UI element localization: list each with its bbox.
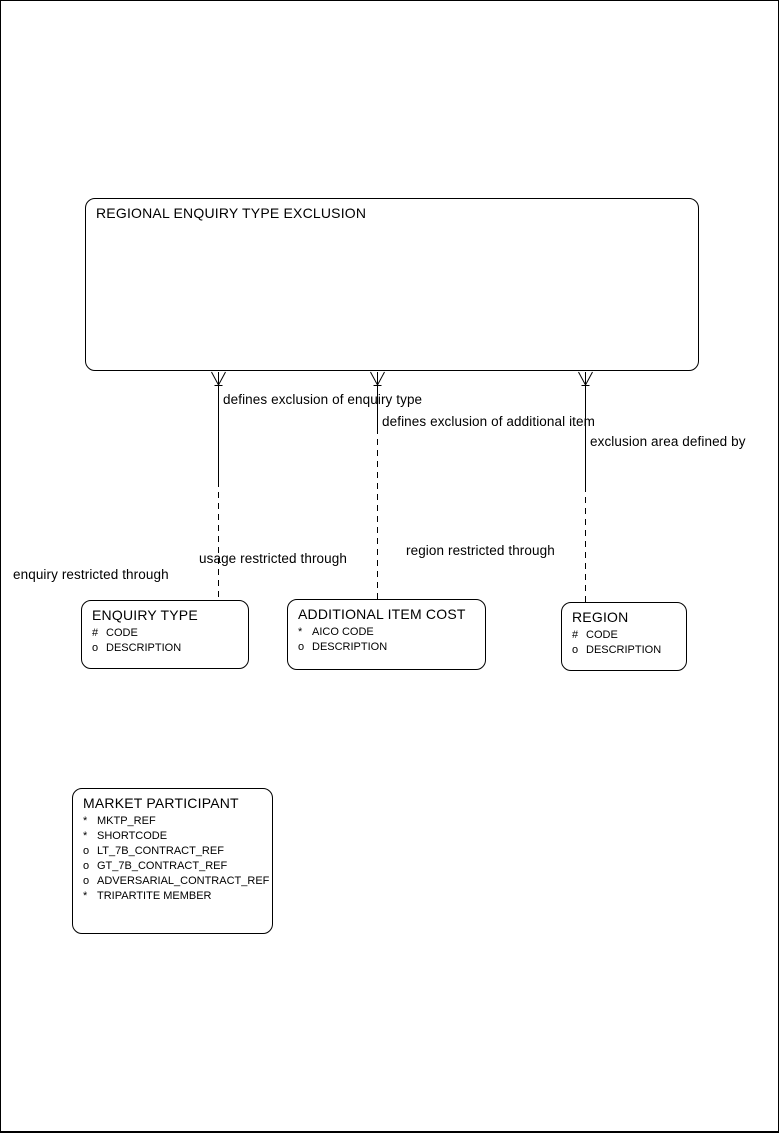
attribute-name: LT_7B_CONTRACT_REF (97, 845, 224, 857)
attribute-list (288, 625, 485, 655)
attribute-prefix: o (83, 875, 90, 887)
crow-foot-icon (371, 372, 385, 385)
attribute-row (73, 814, 272, 829)
attribute-list (562, 628, 686, 658)
attribute-row (73, 829, 272, 844)
attribute-name: SHORTCODE (97, 830, 168, 842)
attribute-row (288, 625, 485, 640)
attribute-name: ADVERSARIAL_CONTRACT_REF (97, 875, 270, 887)
relationship-label-defines-exclusion-of-additional-item: defines exclusion of additional item (382, 414, 595, 429)
entity-title: MARKET PARTICIPANT (83, 795, 239, 811)
entity-additional-item-cost[interactable] (287, 599, 486, 670)
entity-title: REGION (572, 609, 629, 625)
attribute-name: DESCRIPTION (586, 644, 662, 656)
attribute-row (562, 628, 686, 643)
attribute-row (73, 874, 272, 889)
relationship-label-enquiry-restricted-through: enquiry restricted through (13, 567, 169, 582)
attribute-name: TRIPARTITE MEMBER (97, 890, 212, 902)
attribute-row (562, 643, 686, 658)
attribute-prefix: o (298, 641, 305, 653)
attribute-prefix: # (92, 627, 99, 639)
attribute-list (82, 626, 248, 656)
entity-title: ADDITIONAL ITEM COST (298, 606, 466, 622)
relationship-line-region (579, 372, 593, 602)
attribute-prefix: o (83, 860, 90, 872)
attribute-prefix: # (572, 629, 579, 641)
entity-title: REGIONAL ENQUIRY TYPE EXCLUSION (96, 205, 367, 221)
entity-region[interactable] (561, 602, 687, 671)
attribute-name: AICO CODE (312, 626, 374, 638)
entity-title: ENQUIRY TYPE (92, 607, 198, 623)
attribute-name: CODE (586, 629, 618, 641)
crow-foot-icon (212, 372, 226, 385)
attribute-row (288, 640, 485, 655)
attribute-row (82, 641, 248, 656)
attribute-prefix: * (83, 815, 88, 827)
attribute-prefix: o (572, 644, 579, 656)
entity-regional-enquiry-type-exclusion[interactable] (85, 198, 699, 371)
attribute-prefix: o (83, 845, 90, 857)
attribute-prefix: * (83, 830, 88, 842)
relationship-label-exclusion-area-defined-by: exclusion area defined by (590, 434, 746, 449)
crow-foot-icon (579, 372, 593, 385)
entity-enquiry-type[interactable] (81, 600, 249, 669)
entity-market-participant[interactable] (72, 788, 273, 934)
relationship-label-usage-restricted-through: usage restricted through (199, 551, 347, 566)
attribute-name: MKTP_REF (97, 815, 156, 827)
attribute-prefix: o (92, 642, 99, 654)
attribute-row (73, 859, 272, 874)
attribute-row (82, 626, 248, 641)
attribute-name: CODE (106, 627, 138, 639)
attribute-list (73, 814, 272, 904)
attribute-name: DESCRIPTION (312, 641, 388, 653)
attribute-name: GT_7B_CONTRACT_REF (97, 860, 228, 872)
attribute-row (73, 844, 272, 859)
attribute-row (73, 889, 272, 904)
attribute-prefix: * (298, 626, 303, 638)
relationship-label-defines-exclusion-of-enquiry-type: defines exclusion of enquiry type (223, 392, 423, 407)
relationship-label-region-restricted-through: region restricted through (406, 543, 555, 558)
attribute-prefix: * (83, 890, 88, 902)
attribute-name: DESCRIPTION (106, 642, 182, 654)
